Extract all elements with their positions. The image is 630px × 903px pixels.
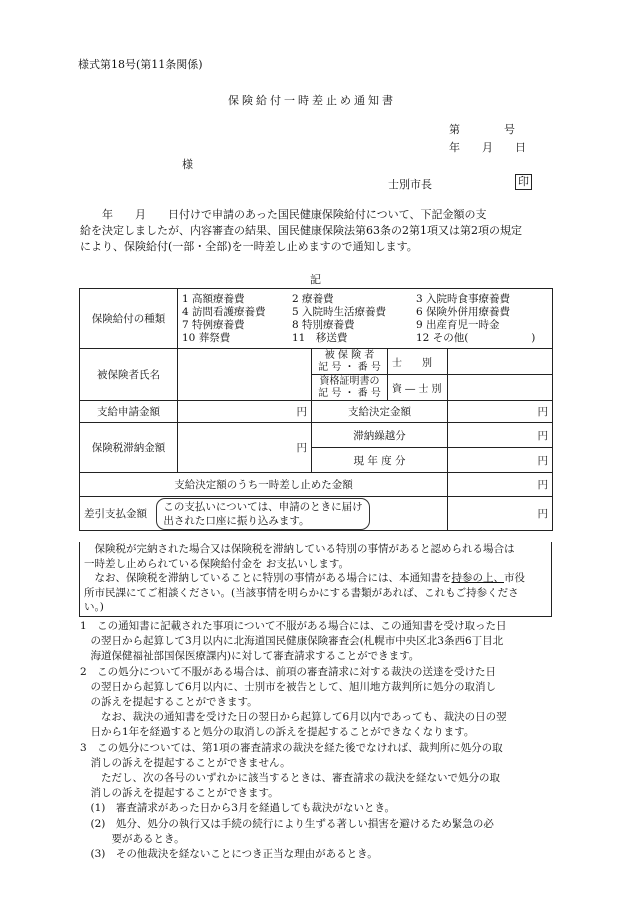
benefit-option[interactable]: 10 葬祭費 <box>182 331 231 344</box>
benefit-option[interactable]: 11 移送費 <box>292 331 348 344</box>
arrears-total-value[interactable]: 円 <box>178 423 312 473</box>
intro-line: 給を決定しましたが、内容審査の結果、国民健康保険法第63条の2第1項又は第2項の規定 <box>80 224 522 237</box>
withheld-value[interactable]: 円 <box>448 473 553 497</box>
apply-amount-label: 支給申請金額 <box>80 401 178 423</box>
current-year-label: 現 年 度 分 <box>312 448 448 473</box>
benefit-option[interactable]: 3 入院時食事療養費 <box>416 292 511 305</box>
ki-heading: 記 <box>310 273 321 286</box>
decided-amount-value[interactable]: 円 <box>448 401 553 423</box>
instruction-line: ただし、次の各号のいずれかに該当するときは、審査請求の裁決を経ないで処分の取 <box>80 772 500 785</box>
note-underlined: 持参の上、 <box>451 572 504 584</box>
instruction-line: 海道保健福祉部国保医療課内)に対して審査請求することができます。 <box>80 650 420 663</box>
benefit-option[interactable]: 7 特例療養費 <box>182 318 245 331</box>
arrears-row-1 <box>80 423 553 448</box>
benefit-option[interactable]: 9 出産育児一時金 <box>416 318 500 331</box>
cert-symbol-value[interactable] <box>448 375 553 401</box>
benefit-option[interactable]: 12 その他( ) <box>416 331 536 344</box>
document-title: 保険給付一時差止め通知書 <box>228 94 396 107</box>
insured-name-label: 被保険者氏名 <box>80 349 178 401</box>
net-label: 差引支払金額 <box>84 507 147 520</box>
instruction-line: (1) 審査請求があった日から3月を経過しても裁決がないとき。 <box>80 802 396 815</box>
insured-name-value[interactable] <box>178 349 312 401</box>
notes-box: 保険税が完納された場合又は保険税を滞納している特別の事情があると認められる場合は 一時差し止められている保険給付金を お支払いします。 なお、保険税を滞納していることに特別の事情がある場合には、本通知書を持参の上、市役 所市民課にてご相談ください。(当該事情を明らかにする書類があれば、これもご持参くださ い。) <box>79 542 552 617</box>
benefit-option-row <box>182 319 548 332</box>
current-year-value[interactable]: 円 <box>448 448 553 473</box>
note-line: 保険税が完納された場合又は保険税を滞納している特別の事情があると認められる場合は <box>94 543 515 555</box>
net-note: この支払いについては、申請のときに届け 出された口座に振り込みます。 <box>156 498 369 530</box>
benefit-option[interactable]: 5 入院時生活療養費 <box>292 305 387 318</box>
withheld-row <box>80 473 553 497</box>
instruction-line: (3) その他裁決を経ないことにつき正当な理由があるとき。 <box>80 848 378 861</box>
benefit-option[interactable]: 2 療養費 <box>292 292 334 305</box>
seal-stamp: 印 <box>515 174 532 190</box>
insured-symbol-label: 被 保 険 者 記 号 ・ 番 号 <box>312 349 388 375</box>
net-value[interactable]: 円 <box>448 497 553 531</box>
benefit-option[interactable]: 4 訪問看護療養費 <box>182 305 266 318</box>
amount-row <box>80 401 553 423</box>
instruction-line: 1 この通知書に記載された事項について不服がある場合には、この通知書を受け取った日 <box>80 620 507 632</box>
instructions <box>80 619 507 862</box>
instruction-line: なお、裁決の通知書を受けた日の翌日から起算して6月以内であっても、裁決の日の翌 <box>80 711 507 724</box>
arrears-carry-label: 滞納繰越分 <box>312 423 448 448</box>
instruction-line: 消しの訴えを提起することができません。 <box>80 756 291 769</box>
insured-row-1 <box>80 349 553 375</box>
instruction-line: の翌日から起算して6月以内に、士別市を被告として、旭川地方裁判所に処分の取消し <box>80 680 496 693</box>
intro-paragraph <box>80 207 522 255</box>
instruction-line: 2 この処分について不服がある場合は、前項の審査請求に対する裁決の送達を受けた日 <box>80 665 496 678</box>
withheld-label: 支給決定額のうち一時差し止めた金額 <box>80 473 448 497</box>
note-line: 一時差し止められている保険給付金を お支払いします。 <box>84 557 349 570</box>
net-label-cell <box>80 497 448 531</box>
instruction-line: 消しの訴えを提起することができます。 <box>80 787 279 800</box>
document-date: 年 月 日 <box>449 141 526 154</box>
cert-symbol-label: 資格証明書の 記 号 ・ 番 号 <box>312 375 388 401</box>
benefit-type-label: 保険給付の種類 <box>80 289 178 349</box>
instruction-line: (2) 処分、処分の執行又は手続の続行により生ずる著しい損害を避けるため緊急の必 <box>80 817 494 830</box>
benefit-type-row <box>80 289 553 349</box>
shi-shibetsu-prefix: 資 ― 士 別 <box>388 375 448 401</box>
addressee-suffix: 様 <box>182 158 193 171</box>
issuer-name: 士別市長 <box>388 178 432 191</box>
arrears-label: 保険税滞納金額 <box>80 423 178 473</box>
instruction-line: 3 この処分については、第1項の審査請求の裁決を経た後でなければ、裁判所に処分の取 <box>80 741 503 754</box>
instruction-line: の訴えを提起することができます。 <box>80 696 258 709</box>
decided-amount-label: 支給決定金額 <box>312 401 448 423</box>
instruction-line: の翌日から起算して3月以内に北海道国民健康保険審査会(札幌市中央区北3条西6丁目北 <box>80 635 504 648</box>
instruction-line: 日から1年を経過すると処分の取消しの訴えを提起することができなくなります。 <box>80 726 475 739</box>
benefit-option-row <box>182 332 548 345</box>
instruction-line: 要があるとき。 <box>80 832 185 845</box>
document-number: 第 号 <box>449 123 515 136</box>
form-number: 様式第18号(第11条関係) <box>78 58 203 71</box>
intro-line: により、保険給付(一部・全部)を一時差し止めますので通知します。 <box>80 240 418 253</box>
benefit-type-options <box>178 289 553 349</box>
shibetsu-prefix: 士 別 <box>388 349 448 375</box>
note-line: い。) <box>84 601 104 613</box>
benefit-option[interactable]: 6 保険外併用療養費 <box>416 305 511 318</box>
intro-line: 年 月 日付けで申請のあった国民健康保険給付について、下記金額の支 <box>80 208 487 221</box>
benefit-option-row <box>182 293 548 306</box>
apply-amount-value[interactable]: 円 <box>178 401 312 423</box>
note-line: 所市民課にてご相談ください。(当該事情を明らかにする書類があれば、これもご持参くださ <box>84 586 519 599</box>
benefit-option-row <box>182 306 548 319</box>
benefit-option[interactable]: 8 特別療養費 <box>292 318 355 331</box>
benefit-table <box>79 288 553 531</box>
arrears-carry-value[interactable]: 円 <box>448 423 553 448</box>
net-row <box>80 497 553 531</box>
benefit-option[interactable]: 1 高額療養費 <box>182 292 245 305</box>
insured-symbol-value[interactable] <box>448 349 553 375</box>
